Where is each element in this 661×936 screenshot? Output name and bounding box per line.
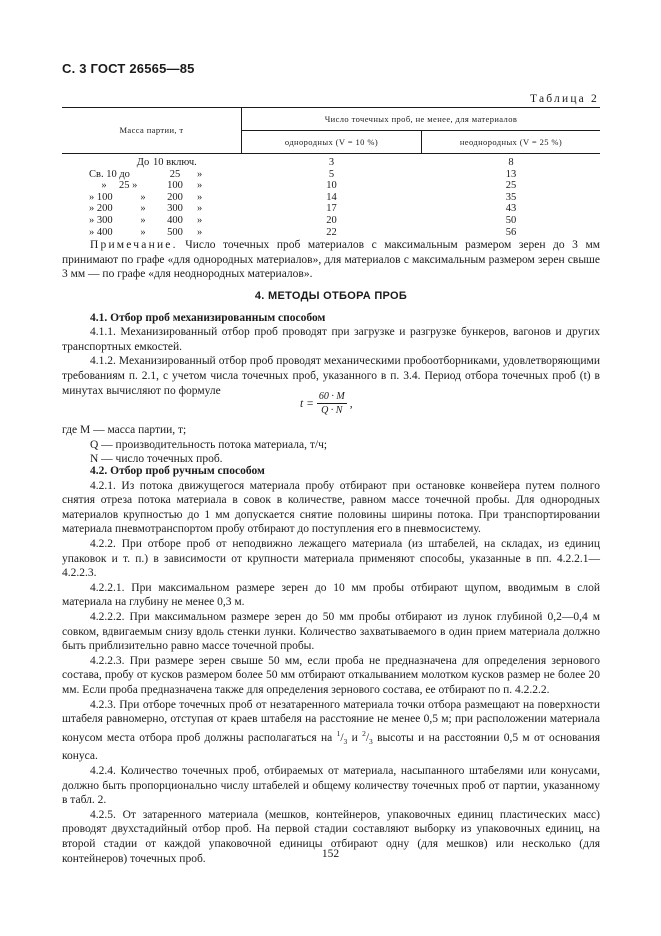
table-row: » 200 » 300 » — [89, 203, 203, 215]
paragraph-4-2-5: 4.2.5. От затаренного материала (мешков, контейнеров, упаковочных единиц пластических масс) проводят двухстадийный отбор проб. На первой стадии составляют выборку из упаковочных единиц, на второй стадии от каждой упаковочной единицы отбирают одну (для мешков) или несколько (для контейнеров) точечных проб. — [62, 808, 600, 865]
legend-line: где M — масса партии, т; — [62, 424, 187, 436]
paragraph-4-1-2: 4.1.2. Механизированный отбор проб проводят механическими пробоотборниками, удовлетворяющими требованиям п. 2.1, с учетом числа точечных проб, указанного в п. 3.4. Период отбора точечных проб (t) в минутах вычисляют по формуле — [62, 355, 600, 397]
paragraph-4-2-1: 4.2.1. Из потока движущегося материала пробу отбирают при остановке конвейера путем полного снятия отреза потока материала в совок в количестве, равном массе точечной пробы. Для однородных материалов крупностью до 1 мм допускается снятие половины ширины потока. При транспортировании материала пневмотранспортом пробу отбирают до поступления его в пневмосистему. — [62, 479, 600, 536]
table-head-mass: Масса партии, т — [119, 125, 184, 135]
formula-fraction — [317, 391, 347, 416]
inhomogeneous-column — [422, 157, 600, 238]
paragraph-4-1-1: 4.1.1. Механизированный отбор проб проводят при загрузке и разгрузке бункеров, вагонов и других транспортных емкостей. — [62, 326, 600, 353]
section-4-2 — [62, 464, 600, 866]
table-caption: Таблица 2 — [530, 93, 599, 105]
legend-line: Q — производительность потока материала, т/ч; — [90, 438, 328, 451]
table-row: » 100 » 200 » — [89, 191, 203, 203]
paragraph-4-2-4: 4.2.4. Количество точечных проб, отбираемых от материала, насыпанного штабелями или конусами, должно быть пропорционально числу штабелей и общему количеству точечных проб от партии, указанному в табл. 2. — [62, 765, 600, 807]
paragraph-4-2-3: 4.2.3. При отборе точечных проб от незатаренного материала точки отбора размещают на поверхности штабеля равномерно, отступая от краев штабеля на расстояние не менее 0,5 м; при расположении материала конусом места отбора проб должны располагаться на $^1/_3$ и $^2/_3$ высоты и на расстоянии 0,5 м от основания конуса. — [62, 698, 601, 763]
homogeneous-column — [242, 157, 421, 238]
fraction-one-third-numerator: 1 — [336, 728, 341, 738]
table-cell: 17 — [326, 203, 337, 215]
table-cell: 10 — [326, 180, 337, 192]
formula-tail: , — [349, 397, 353, 410]
page-header: С. 3 ГОСТ 26565—85 — [62, 61, 195, 76]
paragraph-4-2-2: 4.2.2. При отборе проб от неподвижно лежащего материала (из штабелей, на складах, из единиц упаковок и т. п.) в зависимости от крупности материала применяют способы, указанные в пп. 4.2.2.1—4.2.2.3. — [62, 537, 600, 580]
table-row: Св. 10 до 25 » — [89, 168, 203, 180]
formula — [300, 391, 353, 416]
legend-line: N — число точечных проб. — [90, 453, 223, 466]
table-head-rule — [62, 153, 600, 154]
table-cell: 25 — [505, 180, 517, 192]
table-cell: 8 — [508, 157, 514, 168]
table-cell: 13 — [505, 168, 517, 180]
table-group-rule — [241, 130, 600, 131]
table-cell: 22 — [326, 226, 337, 238]
table-row: » 25 » 100 » — [101, 180, 203, 192]
page-number: 152 — [321, 848, 340, 860]
table-row: » 400 » 500 » — [89, 226, 203, 238]
table-cell: 5 — [328, 168, 335, 180]
table-cell: 35 — [505, 191, 517, 203]
table-row: » 300 » 400 » — [89, 214, 203, 226]
table-head-homogeneous: однородных (V = 10 %) — [284, 137, 379, 147]
formula-numerator: 60 · M — [318, 391, 345, 402]
table-cell: 20 — [326, 214, 337, 226]
note-label: Примечание. — [90, 239, 178, 251]
fraction-two-thirds-denominator: 3 — [369, 736, 373, 746]
table-head-group: Число точечных проб, не менее, для материалов — [324, 114, 518, 124]
paragraph-4-2-2-1: 4.2.2.1. При максимальном размере зерен до 10 мм пробы отбирают щупом, вводимым в слой материала на глубину не менее 0,3 м. — [62, 581, 600, 609]
paragraph-4-2-2-3: 4.2.2.3. При размере зерен свыше 50 мм, если проба не предназначена для определения зернового состава, пробу от кусков размером более 50 мм отбирают откалыванием молотком кусков размер не более 20 мм. Если проба предназначена также для определения зернового состава, ее отбирают по п. 4.2.2.2. — [62, 654, 600, 696]
table-cell: 56 — [505, 226, 517, 238]
fraction-one-third-denominator: 3 — [343, 736, 348, 746]
formula-lhs: t = — [300, 397, 314, 410]
paragraph-4-2-2-2: 4.2.2.2. При максимальном размере зерен до 50 мм пробы отбирают из лунок глубиной 0,2—0,4 м совком, вдвигаемым снизу вдоль стенки лунки. Количество захватываемого в один прием материала должно быть приблизительно равно массе точечной пробы. — [62, 610, 600, 653]
section-title: 4. МЕТОДЫ ОТБОРА ПРОБ — [254, 290, 408, 302]
table-cell: 3 — [328, 157, 335, 168]
table-note — [62, 238, 600, 282]
fraction-two-thirds-numerator: 2 — [362, 728, 366, 738]
subsection-4-1-title: 4.1. Отбор проб механизированным способом — [90, 311, 326, 324]
table-head-inhomogeneous: неоднородных (V = 25 %) — [459, 137, 563, 147]
table-cell: 50 — [505, 214, 517, 226]
table-cell: 14 — [326, 191, 337, 203]
formula-denominator: Q · N — [321, 405, 343, 416]
table-row: До 10 включ. — [136, 157, 197, 168]
formula-legend — [62, 423, 327, 467]
section-4-intro — [62, 289, 600, 398]
subsection-4-2-title: 4.2. Отбор проб ручным способом — [90, 465, 265, 477]
table-top-rule — [62, 107, 600, 108]
table-cell: 43 — [505, 203, 517, 215]
mass-column — [89, 157, 239, 238]
note-text: Число точечных проб материалов с максимальным размером зерен до 3 мм принимают по графе «для однородных материалов», для материалов с максимальным размером зерен свыше 3 мм — по графе «для неоднородных материалов». — [62, 239, 600, 281]
